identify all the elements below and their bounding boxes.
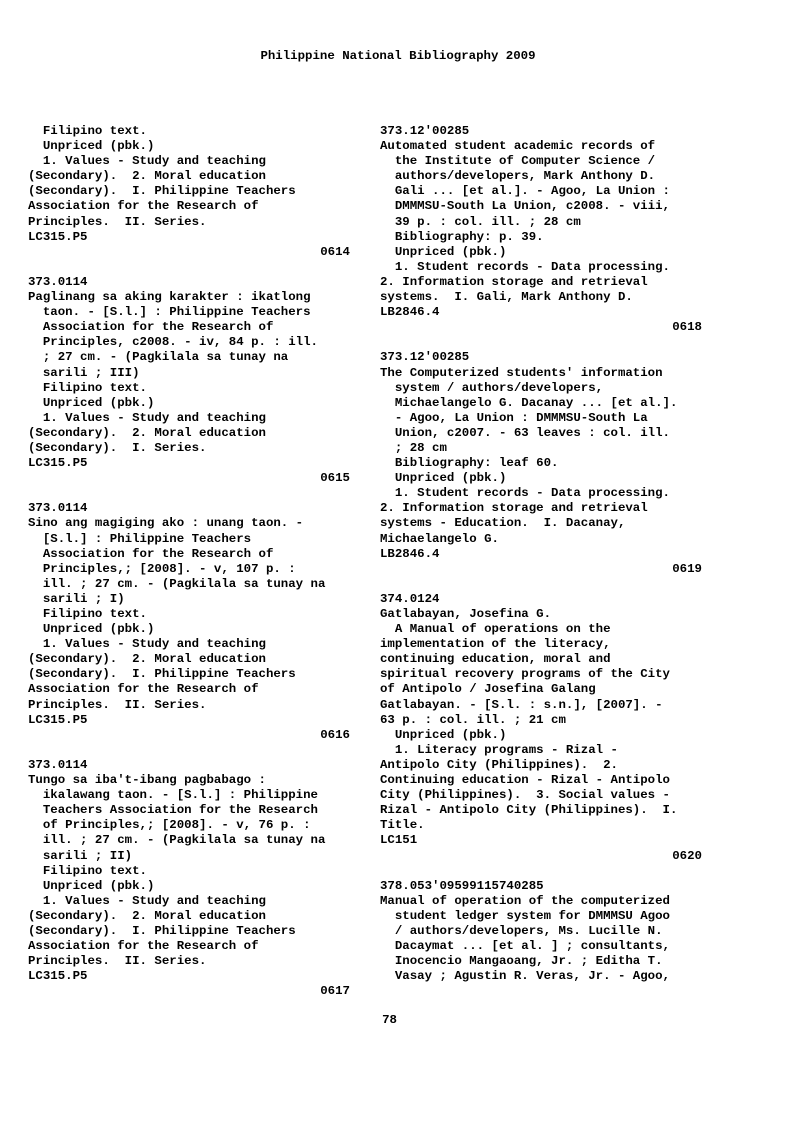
record-number: 0614 — [320, 244, 350, 259]
entry-line: Association for the Research of — [28, 939, 259, 954]
entry-line: City (Philippines). 3. Social values - — [380, 788, 670, 803]
entry-line: (Secondary). 2. Moral education — [28, 169, 266, 184]
record-number: 0615 — [320, 471, 350, 486]
entry-line: LC315.P5 — [28, 456, 88, 471]
entry-line: Filipino text. — [28, 863, 147, 878]
record-number: 0618 — [672, 320, 702, 335]
entry-line: of Principles,; [2008]. - v, 76 p. : — [28, 818, 311, 833]
entry-line: 2. Information storage and retrieval — [380, 274, 648, 289]
entry-line: - Agoo, La Union : DMMMSU-South La — [380, 410, 648, 425]
record-number: 0617 — [320, 984, 350, 999]
entry-line: LC315.P5 — [28, 969, 88, 984]
entry-line: 373.12'00285 — [380, 124, 470, 138]
entry-line: (Secondary). I. Philippine Teachers — [28, 184, 296, 199]
entry-line: 373.0114 — [28, 757, 88, 772]
entry-line: Unpriced (pbk.) — [380, 727, 507, 742]
entry-line: systems - Education. I. Dacanay, — [380, 516, 626, 531]
entry-line: LC315.P5 — [28, 229, 88, 244]
entry-line: Filipino text. — [28, 607, 147, 621]
entry-line: the Institute of Computer Science / — [380, 154, 656, 169]
entry-line: Unpriced (pbk.) — [28, 139, 155, 154]
page-number: 78 — [382, 1013, 397, 1027]
entry-line: Unpriced (pbk.) — [380, 471, 507, 486]
entry-line: 1. Literacy programs - Rizal - — [380, 742, 618, 757]
entry-line: 374.0124 — [380, 591, 440, 606]
entry-line: ill. ; 27 cm. - (Pagkilala sa tunay na — [28, 833, 326, 848]
entry-line: 1. Student records - Data processing. — [380, 259, 670, 274]
entry-line: Union, c2007. - 63 leaves : col. ill. — [380, 425, 670, 440]
entry-line: ; 27 cm. - (Pagkilala sa tunay na — [28, 350, 289, 365]
entry-line: Paglinang sa aking karakter : ikatlong — [28, 290, 311, 305]
entry-line: sarili ; I) — [28, 591, 125, 606]
entry-line: of Antipolo / Josefina Galang — [380, 682, 596, 697]
entry-line: Gali ... [et al.]. - Agoo, La Union : — [380, 184, 670, 199]
entry-line: Antipolo City (Philippines). 2. — [380, 757, 618, 772]
entry-line: Continuing education - Rizal - Antipolo — [380, 773, 670, 788]
entry-line: Sino ang magiging ako : unang taon. - — [28, 516, 304, 531]
blank-line — [28, 260, 350, 275]
blank-line — [380, 864, 702, 879]
entry-line: 373.12'00285 — [380, 350, 470, 365]
entry-line: Dacaymat ... [et al. ] ; consultants, — [380, 939, 670, 954]
entry-line: sarili ; II) — [28, 848, 133, 863]
entry-line: Michaelangelo G. Dacanay ... [et al.]. — [380, 395, 678, 410]
entry-line: Unpriced (pbk.) — [28, 395, 155, 410]
entry-line: ; 28 cm — [380, 440, 447, 455]
entry-line: Tungo sa iba't-ibang pagbabago : — [28, 773, 266, 788]
entry-line: Bibliography: leaf 60. — [380, 456, 559, 471]
record-number: 0620 — [672, 848, 702, 863]
entry-line: Filipino text. — [28, 124, 147, 138]
entry-line: Rizal - Antipolo City (Philippines). I. — [380, 803, 678, 818]
entry-line: spiritual recovery programs of the City — [380, 667, 670, 682]
entry-line: Gatlabayan. - [S.l. : s.n.], [2007]. - — [380, 697, 663, 712]
entry-line: Association for the Research of — [28, 320, 274, 335]
entry-line: 1. Values - Study and teaching — [28, 637, 266, 652]
entry-line: taon. - [S.l.] : Philippine Teachers — [28, 305, 311, 320]
entry-line: Filipino text. — [28, 380, 147, 395]
entry-line: A Manual of operations on the — [380, 622, 611, 637]
blank-line — [380, 577, 702, 592]
entry-line: sarili ; III) — [28, 365, 140, 380]
entry-line: Unpriced (pbk.) — [380, 244, 507, 259]
entry-line: Principles. II. Series. — [28, 214, 207, 229]
entry-line: Michaelangelo G. — [380, 531, 499, 546]
entry-line: (Secondary). 2. Moral education — [28, 908, 266, 923]
entry-line: Vasay ; Agustin R. Veras, Jr. - Agoo, — [380, 969, 670, 984]
entry-line: LB2846.4 — [380, 546, 440, 561]
entry-line: continuing education, moral and — [380, 652, 611, 667]
entry-line: (Secondary). I. Philippine Teachers — [28, 923, 296, 938]
entry-line: LC315.P5 — [28, 712, 88, 727]
entry-line: Title. — [380, 818, 425, 833]
entry-line: authors/developers, Mark Anthony D. — [380, 169, 656, 184]
entry-line: (Secondary). 2. Moral education — [28, 425, 266, 440]
entry-line: 1. Student records - Data processing. — [380, 486, 670, 501]
entry-line: ill. ; 27 cm. - (Pagkilala sa tunay na — [28, 576, 326, 591]
entry-line: 1. Values - Study and teaching — [28, 410, 266, 425]
entry-line: systems. I. Gali, Mark Anthony D. — [380, 290, 633, 305]
entry-line: 1. Values - Study and teaching — [28, 154, 266, 169]
entry-line: Association for the Research of — [28, 199, 259, 214]
entry-line: 63 p. : col. ill. ; 21 cm — [380, 712, 566, 727]
entry-line: Inocencio Mangaoang, Jr. ; Editha T. — [380, 954, 663, 969]
entry-line: Bibliography: p. 39. — [380, 229, 544, 244]
entry-line: The Computerized students' information — [380, 365, 663, 380]
entry-line: 373.0114 — [28, 501, 88, 516]
entry-line: 39 p. : col. ill. ; 28 cm — [380, 214, 581, 229]
entry-line: (Secondary). I. Philippine Teachers — [28, 667, 296, 682]
blank-line — [380, 335, 702, 350]
entry-line: Principles. II. Series. — [28, 954, 207, 969]
entry-line: Teachers Association for the Research — [28, 803, 318, 818]
entry-line: Principles,; [2008]. - v, 107 p. : — [28, 561, 296, 576]
page-header — [2, 47, 794, 65]
entry-line: 2. Information storage and retrieval — [380, 501, 648, 516]
entry-line: 373.0114 — [28, 274, 88, 289]
record-number: 0619 — [672, 561, 702, 576]
entry-line: (Secondary). I. Series. — [28, 440, 207, 455]
entry-line: implementation of the literacy, — [380, 637, 611, 652]
entry-line: Unpriced (pbk.) — [28, 622, 155, 637]
entry-line: Principles, c2008. - iv, 84 p. : ill. — [28, 335, 318, 350]
entry-line: student ledger system for DMMMSU Agoo — [380, 908, 670, 923]
entry-line: Principles. II. Series. — [28, 697, 207, 712]
entry-line: Manual of operation of the computerized — [380, 893, 670, 908]
entry-line: Association for the Research of — [28, 546, 274, 561]
left-column — [28, 124, 350, 999]
entry-line: Unpriced (pbk.) — [28, 878, 155, 893]
entry-line: / authors/developers, Ms. Lucille N. — [380, 923, 663, 938]
entry-line: (Secondary). 2. Moral education — [28, 652, 266, 667]
entry-line: ikalawang taon. - [S.l.] : Philippine — [28, 788, 318, 803]
right-column — [380, 124, 702, 984]
record-number: 0616 — [320, 727, 350, 742]
blank-line — [28, 486, 350, 501]
entry-line: Association for the Research of — [28, 682, 259, 697]
entry-line: LB2846.4 — [380, 305, 440, 320]
entry-line: system / authors/developers, — [380, 380, 604, 395]
entry-line: DMMMSU-South La Union, c2008. - viii, — [380, 199, 670, 214]
blank-line — [28, 743, 350, 758]
entry-line: 1. Values - Study and teaching — [28, 893, 266, 908]
entry-line: [S.l.] : Philippine Teachers — [28, 531, 252, 546]
entry-line: Gatlabayan, Josefina G. — [380, 607, 552, 621]
page-title: Philippine National Bibliography 2009 — [260, 49, 536, 63]
entry-line: Automated student academic records of — [380, 139, 656, 154]
entry-line: 378.053'09599115740285 — [380, 878, 544, 893]
entry-line: LC151 — [380, 833, 418, 848]
